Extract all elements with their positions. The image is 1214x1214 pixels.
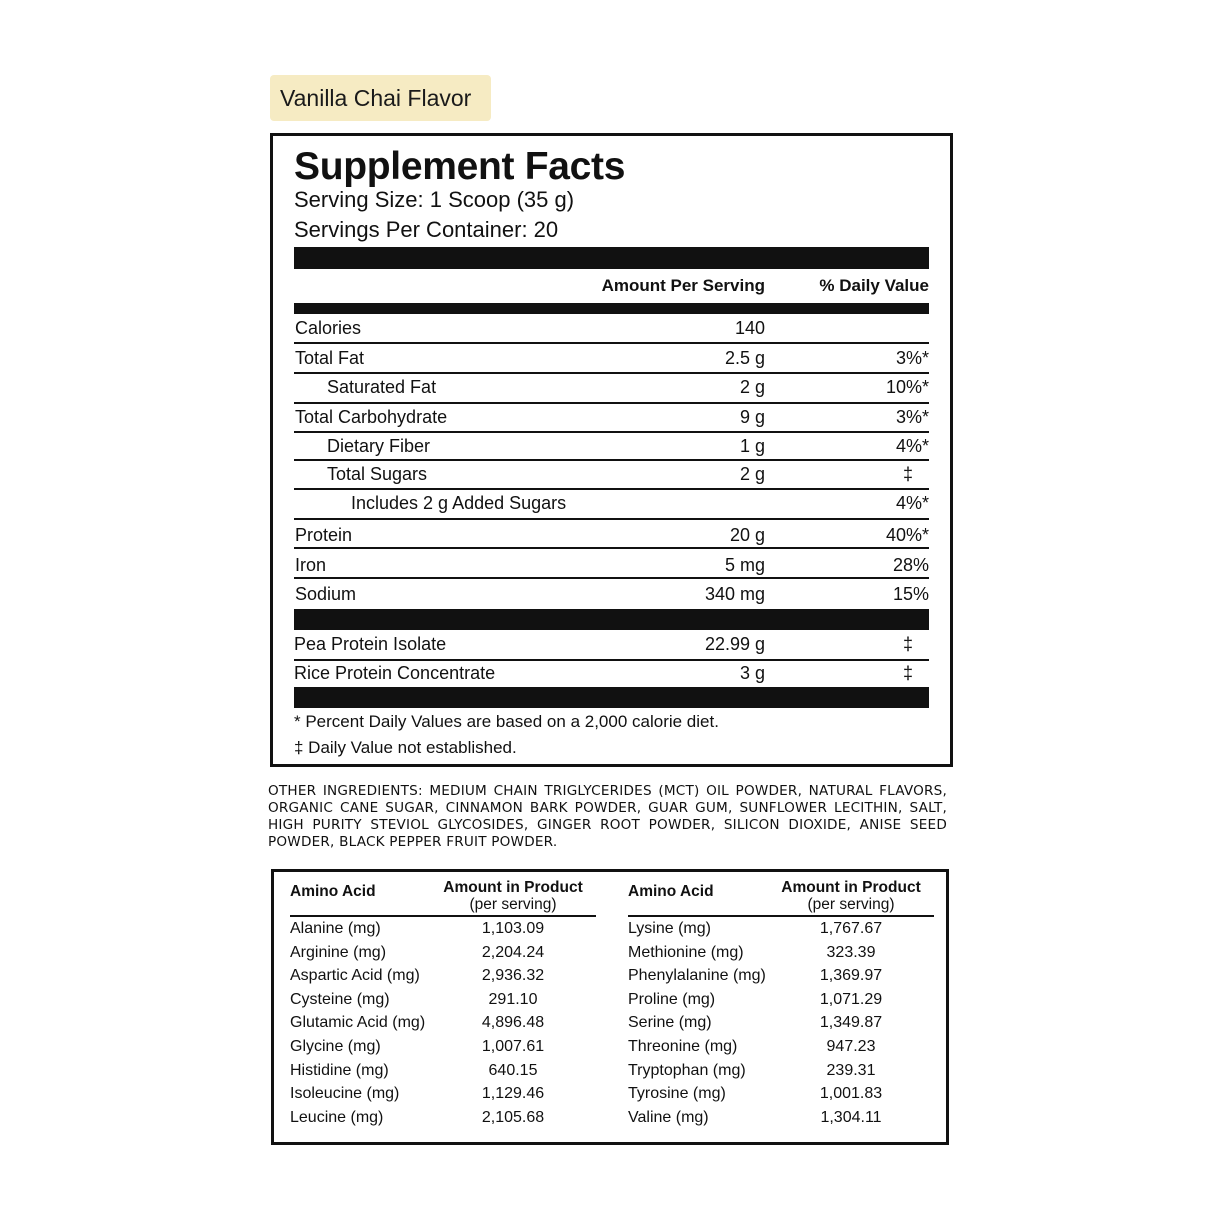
- amino-row: [290, 1106, 600, 1129]
- amino-value: 640.15: [488, 1061, 538, 1079]
- nutrient-amount: 5 mg: [724, 555, 765, 575]
- amino-row: [628, 1082, 938, 1105]
- amino-row: [290, 1011, 600, 1034]
- amino-value: 1,369.97: [819, 967, 883, 985]
- row-divider: [294, 488, 929, 490]
- amino-value: 323.39: [826, 943, 876, 961]
- other-ingredients: OTHER INGREDIENTS: MEDIUM CHAIN TRIGLYCERIDES (MCT) OIL POWDER, NATURAL FLAVORS, ORGANIC CANE SUGAR, CINNAMON BARK POWDER, GUAR GUM, SUNFLOWER LECITHIN, SALT, HIGH PURITY STEVIOL GLYCOSIDES, GINGER ROOT POWDER, SILICON DIOXIDE, ANISE SEED POWDER, BLACK PEPPER FRUIT POWDER.: [268, 783, 947, 850]
- nutrient-daily-value: 28%: [892, 555, 929, 575]
- amino-value: 291.10: [488, 990, 538, 1008]
- nutrient-daily-value: 3%*: [895, 407, 929, 427]
- nutrient-amount: 20 g: [729, 525, 765, 545]
- footnote-percent-daily: * Percent Daily Values are based on a 2,000 calorie diet.: [294, 712, 719, 731]
- amino-value: 2,105.68: [481, 1108, 545, 1126]
- blend-amount: 22.99 g: [704, 634, 765, 654]
- blend-daily-value: ‡: [902, 663, 913, 683]
- nutrient-daily-value: 4%*: [895, 493, 929, 513]
- amino-value: 1,129.46: [481, 1085, 545, 1103]
- amino-row: [628, 941, 938, 964]
- nutrient-row: [294, 432, 929, 461]
- amino-name: Alanine (mg): [290, 920, 381, 937]
- amino-name: Lysine (mg): [628, 920, 711, 937]
- amino-value: 1,071.29: [819, 990, 883, 1008]
- row-divider: [294, 342, 929, 344]
- nutrient-row: [294, 403, 929, 432]
- per-serving-subheader: (per serving): [807, 896, 895, 913]
- amino-acid-header: Amino Acid: [628, 883, 714, 900]
- nutrient-label: Protein: [295, 525, 353, 545]
- thick-divider: [294, 247, 929, 269]
- amino-column-right: [628, 872, 938, 1142]
- amino-name: Arginine (mg): [290, 943, 387, 961]
- amino-name: Aspartic Acid (mg): [290, 967, 420, 985]
- amino-value: 947.23: [826, 1038, 876, 1055]
- serving-size: Serving Size: 1 Scoop (35 g): [294, 187, 575, 212]
- amino-value: 1,767.67: [819, 920, 883, 937]
- amino-row: [290, 941, 600, 964]
- amino-name: Histidine (mg): [290, 1061, 389, 1079]
- row-divider: [294, 518, 929, 520]
- row-divider: [294, 459, 929, 461]
- nutrient-amount: 340 mg: [704, 584, 765, 604]
- supplement-facts-panel: [270, 133, 953, 767]
- nutrient-amount: 140: [734, 318, 765, 338]
- nutrient-daily-value: 4%*: [895, 436, 929, 456]
- nutrient-label: Saturated Fat: [327, 377, 437, 397]
- amino-row: [290, 1035, 600, 1058]
- amino-value: 1,103.09: [481, 920, 545, 937]
- nutrient-label: Total Fat: [295, 348, 365, 368]
- amino-name: Serine (mg): [628, 1014, 712, 1032]
- per-serving-subheader: (per serving): [469, 896, 557, 913]
- amino-name: Leucine (mg): [290, 1108, 384, 1126]
- blend-row: [294, 630, 929, 659]
- nutrient-row: [294, 521, 929, 550]
- nutrient-amount: 2 g: [739, 464, 765, 484]
- row-divider: [294, 402, 929, 404]
- thick-divider: [294, 609, 929, 630]
- nutrient-label: Dietary Fiber: [327, 436, 431, 456]
- nutrient-daily-value: 15%: [892, 584, 929, 604]
- nutrient-daily-value: 3%*: [895, 348, 929, 368]
- nutrient-label: Calories: [295, 318, 362, 338]
- amino-value: 2,936.32: [481, 967, 545, 985]
- header-divider: [294, 303, 929, 314]
- nutrient-row: [294, 344, 929, 373]
- nutrient-daily-value: 40%*: [885, 525, 929, 545]
- row-divider: [294, 577, 929, 579]
- nutrient-row: [294, 373, 929, 402]
- servings-per-container: Servings Per Container: 20: [294, 217, 559, 242]
- column-headers: [294, 276, 929, 302]
- nutrient-daily-value: 10%*: [885, 377, 929, 397]
- amino-name: Isoleucine (mg): [290, 1085, 400, 1103]
- nutrient-amount: 1 g: [739, 436, 765, 456]
- amino-name: Glycine (mg): [290, 1038, 381, 1055]
- nutrient-label: Total Carbohydrate: [295, 407, 448, 427]
- nutrient-row: [294, 489, 929, 518]
- nutrient-label: Total Sugars: [327, 464, 428, 484]
- amino-value: 4,896.48: [481, 1014, 545, 1032]
- amino-row: [290, 1082, 600, 1105]
- amino-name: Phenylalanine (mg): [628, 967, 766, 985]
- nutrient-row: [294, 580, 929, 609]
- nutrient-label: Sodium: [295, 584, 357, 604]
- thick-divider: [294, 687, 929, 708]
- amino-name: Proline (mg): [628, 990, 716, 1008]
- amino-row: [628, 917, 938, 940]
- nutrient-label: Iron: [295, 555, 327, 575]
- amino-name: Cysteine (mg): [290, 990, 390, 1008]
- amino-name: Threonine (mg): [628, 1038, 738, 1055]
- amino-row: [290, 1059, 600, 1082]
- amino-value: 2,204.24: [481, 943, 545, 961]
- amino-row: [628, 1059, 938, 1082]
- amount-per-serving-header: Amount Per Serving: [601, 276, 765, 295]
- amino-row: [290, 964, 600, 987]
- amino-row: [628, 1035, 938, 1058]
- row-divider: [294, 431, 929, 433]
- flavor-badge: Vanilla Chai Flavor: [270, 75, 491, 121]
- amino-value: 1,001.83: [819, 1085, 883, 1103]
- row-divider: [294, 659, 929, 661]
- amino-name: Tryptophan (mg): [628, 1061, 746, 1079]
- amino-value: 1,007.61: [481, 1038, 545, 1055]
- blend-row: [294, 659, 929, 688]
- amino-name: Glutamic Acid (mg): [290, 1014, 426, 1032]
- nutrient-amount: 2 g: [739, 377, 765, 397]
- amount-in-product-header: Amount in Product: [781, 879, 921, 896]
- nutrient-amount: 2.5 g: [724, 348, 765, 368]
- blend-daily-value: ‡: [902, 634, 913, 654]
- amino-column-left: [290, 872, 600, 1142]
- nutrient-row: [294, 314, 929, 343]
- nutrient-row: [294, 460, 929, 489]
- amino-acid-table: [271, 869, 949, 1145]
- facts-title: Supplement Facts: [294, 145, 626, 188]
- amino-row: [628, 988, 938, 1011]
- amino-name: Tyrosine (mg): [628, 1085, 726, 1103]
- amino-row: [628, 1106, 938, 1129]
- amino-value: 1,304.11: [820, 1108, 882, 1126]
- amino-acid-header: Amino Acid: [290, 883, 376, 900]
- amount-in-product-header: Amount in Product: [443, 879, 583, 896]
- row-divider: [294, 372, 929, 374]
- amino-value: 239.31: [826, 1061, 876, 1079]
- blend-label: Rice Protein Concentrate: [294, 663, 496, 683]
- amino-value: 1,349.87: [819, 1014, 883, 1032]
- blend-label: Pea Protein Isolate: [294, 634, 447, 654]
- amino-row: [290, 917, 600, 940]
- nutrient-daily-value: ‡: [902, 464, 913, 484]
- row-divider: [294, 547, 929, 549]
- amino-row: [290, 988, 600, 1011]
- amino-name: Valine (mg): [628, 1108, 709, 1126]
- amino-row: [628, 964, 938, 987]
- nutrient-row: [294, 551, 929, 580]
- daily-value-header: % Daily Value: [819, 276, 929, 295]
- amino-name: Methionine (mg): [628, 943, 744, 961]
- footnote-not-established: ‡ Daily Value not established.: [294, 738, 517, 757]
- blend-amount: 3 g: [739, 663, 765, 683]
- amino-row: [628, 1011, 938, 1034]
- nutrient-label: Includes 2 g Added Sugars: [351, 493, 567, 513]
- nutrient-amount: 9 g: [739, 407, 765, 427]
